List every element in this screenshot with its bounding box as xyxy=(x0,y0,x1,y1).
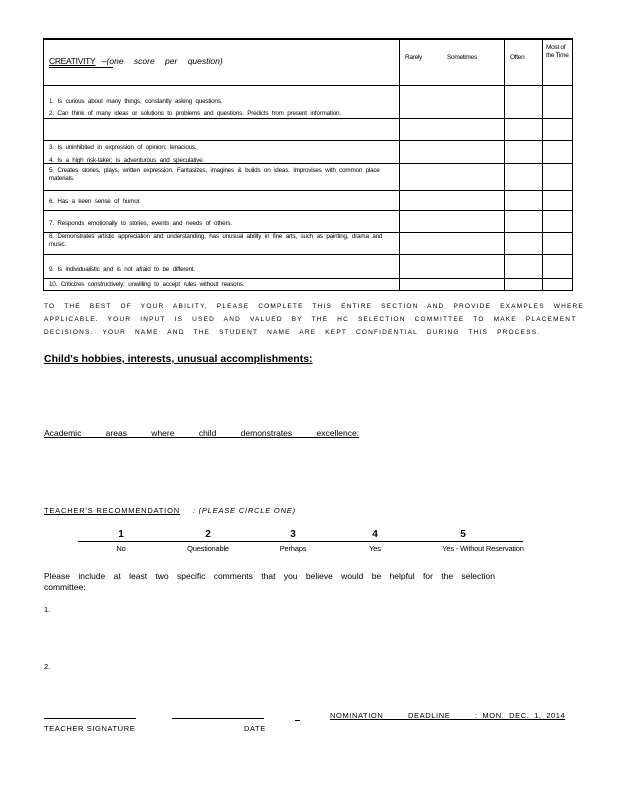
option-5-label[interactable]: Yes - Without Reservation xyxy=(442,544,524,553)
option-2-number[interactable]: 2 xyxy=(205,529,211,540)
creativity-heading: CREATIVITY xyxy=(49,56,96,66)
table-row-divider xyxy=(43,254,573,255)
comment-item-1[interactable]: 1. xyxy=(44,605,51,614)
deadline-value: : MON. DEC. 1, 2014 xyxy=(475,711,566,720)
date-line[interactable] xyxy=(172,718,264,719)
table-row-divider xyxy=(43,85,573,86)
column-header-often: Often xyxy=(510,54,525,61)
question-2: 2. Can think of many ideas or solutions to problems and questions. Predicts from present information. xyxy=(49,110,341,117)
academic-label-text: Academic areas where child demonstrates excellence: xyxy=(44,428,360,438)
question-7: 7. Responds emotionally to stories, events and needs of others. xyxy=(49,220,232,227)
instructions-line-2: APPLICABLE. YOUR INPUT IS USED AND VALUED BY THE HC SELECTION COMMITTEE TO MAKE PLACEMENT xyxy=(44,316,577,323)
table-title xyxy=(49,56,223,66)
nomination-deadline xyxy=(330,711,565,720)
option-4-number[interactable]: 4 xyxy=(372,529,378,540)
column-header-most-of-the-time: Most of the Time xyxy=(546,44,569,59)
question-5: 5. Creates stories, plays, written expression. Fantasizes, imagines & builds on ideas. Improvises with common place materials. xyxy=(49,167,380,182)
table-row-divider xyxy=(43,190,573,191)
column-header-sometimes: Sometimes xyxy=(447,54,477,61)
option-2-label[interactable]: Questionable xyxy=(187,544,229,553)
option-4-label[interactable]: Yes xyxy=(369,544,381,553)
teacher-signature-line[interactable] xyxy=(44,718,136,719)
table-row-divider xyxy=(43,140,573,141)
recommendation-scale-line xyxy=(78,541,523,542)
table-row-divider xyxy=(43,210,573,211)
instructions-line-3: DECISIONS. YOUR NAME AND THE STUDENT NAME ARE KEPT CONFIDENTIAL DURING THIS PROCESS. xyxy=(44,329,541,336)
recommendation-note: : (PLEASE CIRCLE ONE) xyxy=(192,506,296,515)
table-row-divider xyxy=(43,278,573,279)
table-row-divider xyxy=(43,118,573,119)
title-underline xyxy=(49,67,113,68)
creativity-table xyxy=(43,38,573,291)
option-1-label[interactable]: No xyxy=(116,544,126,553)
option-1-number[interactable]: 1 xyxy=(118,529,124,540)
option-3-number[interactable]: 3 xyxy=(290,529,296,540)
question-9: 9. Is individualistic and is not afraid to be different. xyxy=(49,266,195,273)
option-3-label[interactable]: Perhaps xyxy=(279,544,307,553)
question-6: 6. Has a keen sense of humor. xyxy=(49,198,141,205)
hobbies-label: Child's hobbies, interests, unusual accomplishments: xyxy=(44,353,313,365)
question-8: 8. Demonstrates artistic appreciation and understanding, has unusual ability in fine arts, such as painting, drama and music. xyxy=(49,233,383,248)
academic-label xyxy=(44,428,359,438)
deadline-label: NOMINATION DEADLINE xyxy=(330,711,451,720)
question-1: 1. Is curious about many things, constantly asking questions. xyxy=(49,98,223,105)
column-header-rarely: Rarely xyxy=(405,54,422,61)
question-3: 3. Is uninhibited in expression of opinion; tenacious. xyxy=(49,144,197,151)
date-label: DATE xyxy=(244,724,266,733)
separator-dash xyxy=(295,720,300,721)
instructions-line-1: TO THE BEST OF YOUR ABILITY, PLEASE COMPLETE THIS ENTIRE SECTION AND PROVIDE EXAMPLES WHERE xyxy=(44,303,584,310)
comments-prompt: Please include at least two specific comments that you believe would be helpful for the selection committee: xyxy=(44,571,495,592)
question-4: 4. Is a high risk-taker; is adventurous and speculative. xyxy=(49,157,204,164)
teacher-signature-label: TEACHER SIGNATURE xyxy=(44,724,136,733)
recommendation-label xyxy=(44,506,296,515)
score-note: –(one score per question) xyxy=(101,56,223,66)
question-10: 10. Criticizes constructively; unwilling to accept rules without reasons. xyxy=(49,281,245,288)
recommendation-heading: TEACHER'S RECOMMENDATION xyxy=(44,506,180,515)
comment-item-2[interactable]: 2. xyxy=(44,662,51,671)
option-5-number[interactable]: 5 xyxy=(460,529,466,540)
table-border-bottom xyxy=(43,290,573,291)
